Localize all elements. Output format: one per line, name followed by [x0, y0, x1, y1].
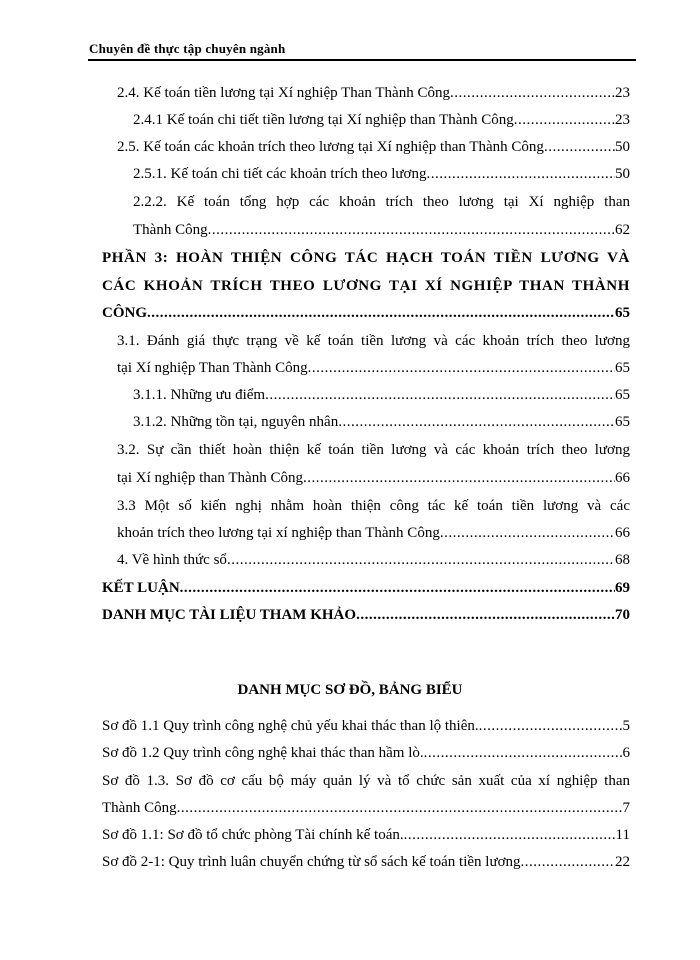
diagram-list-title: DANH MỤC SƠ ĐỒ, BẢNG BIỂU	[237, 682, 463, 698]
leader-dots	[303, 464, 615, 492]
leader-dots	[208, 216, 615, 244]
diagram-entry-2: Sơ đồ 1.2 Quy trình công nghệ khai thác than hầm lò. ..... 6	[102, 739, 630, 767]
toc-entry-2-5-1: 2.5.1. Kế toán chi tiết các khoản trích theo lương ..... 50	[133, 160, 630, 188]
toc-part3-line1: PHẦN 3: HOÀN THIỆN CÔNG TÁC HẠCH TOÁN TIỀN LƯƠNG VÀ	[102, 250, 630, 266]
leader-dots	[338, 408, 615, 436]
toc-entry-2-4-1: 2.4.1 Kế toán chi tiết tiền lương tại Xí nghiệp than Thành Công ..... 23	[133, 106, 630, 134]
toc-entry-3-3-line2: khoản trích theo lương tại xí nghiệp than Thành Công ..... 66	[117, 519, 630, 547]
toc-part3-line3: CÔNG ..... 65	[102, 299, 630, 327]
leader-dots	[227, 546, 615, 574]
leader-dots	[440, 519, 615, 547]
toc-entry-2-4: 2.4. Kế toán tiền lương tại Xí nghiệp Than Thành Công ..... 23	[117, 79, 630, 107]
toc-entry-3-2-line1: 3.2. Sự cần thiết hoàn thiện kế toán tiền lương và các khoản trích theo lương	[117, 442, 630, 458]
leader-dots	[177, 794, 623, 822]
leader-dots	[404, 821, 616, 849]
header-rule	[88, 59, 636, 61]
leader-dots	[479, 712, 623, 740]
toc-entry-3-1-line1: 3.1. Đánh giá thực trạng về kế toán tiền lương và các khoản trích theo lương	[117, 333, 630, 349]
leader-dots	[450, 79, 615, 107]
page-header: Chuyên đề thực tập chuyên ngành	[89, 41, 286, 56]
toc-entry-2-5: 2.5. Kế toán các khoản trích theo lương tại Xí nghiệp than Thành Công ..... 50	[117, 133, 630, 161]
diagram-entry-3-line2: Thành Công ..... 7	[102, 794, 630, 822]
leader-dots	[180, 574, 615, 602]
leader-dots	[147, 299, 615, 327]
leader-dots	[308, 354, 615, 382]
leader-dots	[514, 106, 615, 134]
toc-entry-3-1-2: 3.1.2. Những tồn tại, nguyên nhân ..... 65	[133, 408, 630, 436]
toc-entry-3-1-line2: tại Xí nghiệp Than Thành Công ..... 65	[117, 354, 630, 382]
leader-dots	[544, 133, 615, 161]
diagram-entry-1: Sơ đồ 1.1 Quy trình công nghệ chủ yếu khai thác than lộ thiên. ..... 5	[102, 712, 630, 740]
toc-part3-line2: CÁC KHOẢN TRÍCH THEO LƯƠNG TẠI XÍ NGHIỆP THAN THÀNH	[102, 278, 630, 294]
diagram-entry-5: Sơ đồ 2-1: Quy trình luân chuyển chứng từ sổ sách kế toán tiền lương ..... 22	[102, 848, 630, 876]
diagram-entry-3-line1: Sơ đồ 1.3. Sơ đồ cơ cấu bộ máy quản lý và tổ chức sản xuất của xí nghiệp than	[102, 773, 630, 789]
leader-dots	[265, 381, 615, 409]
leader-dots	[426, 160, 615, 188]
toc-entry-4: 4. Về hình thức sổ ..... 68	[117, 546, 630, 574]
toc-entry-3-1-1: 3.1.1. Những ưu điểm ..... 65	[133, 381, 630, 409]
toc-entry-conclusion: KẾT LUẬN ..... 69	[102, 574, 630, 602]
leader-dots	[356, 601, 615, 629]
leader-dots	[521, 848, 615, 876]
toc-entry-2-2-2-line1: 2.2.2. Kế toán tổng hợp các khoản trích theo lương tại Xí nghiệp than	[133, 194, 630, 210]
diagram-entry-4: Sơ đồ 1.1: Sơ đồ tổ chức phòng Tài chính kế toán. ..... 11	[102, 821, 630, 849]
toc-entry-2-2-2-line2: Thành Công ..... 62	[133, 216, 630, 244]
leader-dots	[424, 739, 623, 767]
toc-entry-3-3-line1: 3.3 Một số kiến nghị nhằm hoàn thiện công tác kế toán tiền lương và các	[117, 498, 630, 514]
toc-entry-3-2-line2: tại Xí nghiệp than Thành Công ..... 66	[117, 464, 630, 492]
toc-entry-references: DANH MỤC TÀI LIỆU THAM KHẢO ..... 70	[102, 601, 630, 629]
